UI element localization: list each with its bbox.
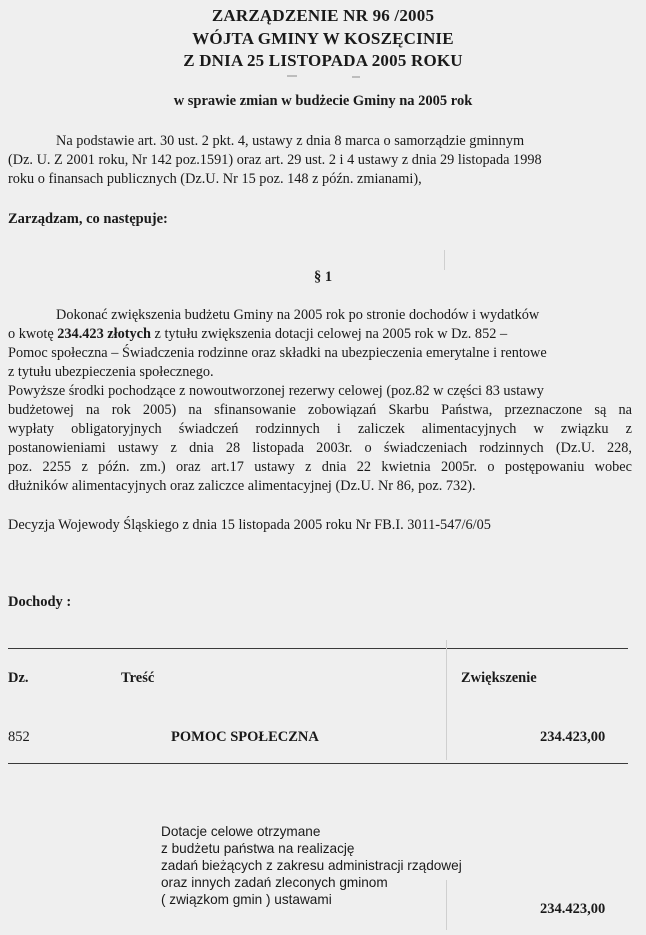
table-cell-dz: 852	[8, 729, 30, 745]
intro-line: Na podstawie art. 30 ust. 2 pkt. 4, ustawy z dnia 8 marca o samorządzie gminnym	[56, 133, 525, 149]
scan-mark	[287, 75, 297, 77]
table-rule-middle	[8, 763, 628, 764]
section-line: wypłaty obligatoryjnych świadczeń rodzinnych i zaliczek alimentacyjnych w związku z	[8, 421, 632, 437]
section-number: § 1	[313, 269, 333, 285]
intro-line: (Dz. U. Z 2001 roku, Nr 142 poz.1591) oraz art. 29 ust. 2 i 4 ustawy z dnia 29 listopada 1998	[8, 152, 542, 168]
column-header-dz: Dz.	[8, 670, 29, 686]
fold-line	[446, 640, 447, 760]
subitem-line: ( związkom gmin ) ustawami	[161, 892, 332, 907]
subitem-line: Dotacje celowe otrzymane	[161, 824, 321, 839]
subitem-line: z budżetu państwa na realizację	[161, 841, 355, 856]
section-line: dłużników alimentacyjnych oraz zaliczce alimentacyjnej (Dz.U. Nr 86, poz. 732).	[8, 478, 476, 494]
income-label: Dochody :	[8, 594, 72, 610]
table-cell-value: 234.423,00	[540, 729, 606, 745]
amount-value: 234.423 złotych	[57, 326, 151, 342]
column-header-zwiekszenie: Zwiększenie	[461, 670, 537, 686]
document-subject: w sprawie zmian w budżecie Gminy na 2005 rok	[173, 93, 473, 109]
section-line: Powyższe środki pochodzące z nowoutworzonej rezerwy celowej (poz.82 w części 83 ustawy	[8, 383, 544, 399]
column-header-tresc: Treść	[121, 670, 155, 686]
section-line: budżetowej na rok 2005) na sfinansowanie zobowiązań Skarbu Państwa, przeznaczone są na	[8, 402, 632, 418]
fold-line	[444, 250, 445, 270]
section-line: Pomoc społeczna – Świadczenia rodzinne oraz składki na ubezpieczenia emerytalne i rentowe	[8, 345, 547, 361]
section-line: Dokonać zwiększenia budżetu Gminy na 2005 rok po stronie dochodów i wydatków	[56, 307, 540, 323]
document-title-line3: Z DNIA 25 LISTOPADA 2005 ROKU	[183, 51, 463, 70]
subitem-line: zadań bieżących z zakresu administracji rządowej	[161, 858, 462, 873]
amount-prefix: o kwotę	[8, 326, 58, 342]
subitem-line: oraz innych zadań zleconych gminom	[161, 875, 388, 890]
fold-line	[446, 880, 447, 930]
document-title-line1: ZARZĄDZENIE NR 96 /2005	[211, 6, 435, 25]
table-rule-top	[8, 648, 628, 649]
amount-suffix: z tytułu zwiększenia dotacji celowej na 2005 rok w Dz. 852 –	[150, 326, 508, 342]
section-line: z tytułu ubezpieczenia społecznego.	[8, 364, 214, 380]
section-line: poz. 2255 z późn. zm.) oraz art.17 ustawy z dnia 22 kwietnia 2005r. o postępowaniu wobec	[8, 459, 632, 475]
table-cell-tresc: POMOC SPOŁECZNA	[171, 729, 319, 745]
decision-reference: Decyzja Wojewody Śląskiego z dnia 15 listopada 2005 roku Nr FB.I. 3011-547/6/05	[8, 517, 491, 533]
section-line-amount	[8, 325, 632, 344]
decree-statement: Zarządzam, co następuje:	[8, 211, 168, 227]
section-line: postanowieniami ustawy z dnia 28 listopada 2003r. o świadczeniach rodzinnych (Dz.U. 228,	[8, 440, 632, 456]
section-paragraph	[8, 306, 632, 496]
scan-mark	[352, 76, 360, 78]
subitem-value: 234.423,00	[540, 901, 606, 917]
intro-paragraph	[8, 132, 632, 189]
intro-line: roku o finansach publicznych (Dz.U. Nr 15 poz. 148 z późn. zmianami),	[8, 171, 422, 187]
subitem-description	[161, 823, 521, 908]
document-title-line2: WÓJTA GMINY W KOSZĘCINIE	[192, 29, 454, 48]
